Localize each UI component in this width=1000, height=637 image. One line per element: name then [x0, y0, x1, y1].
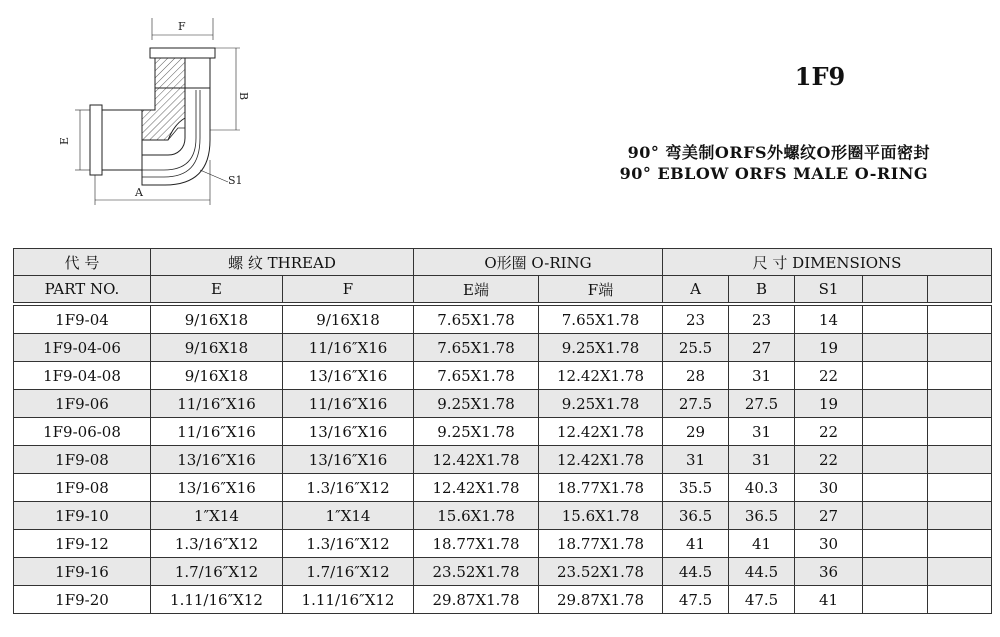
cell-thread-f: 13/16″X16 — [283, 446, 414, 474]
table-row — [14, 306, 992, 334]
cell-empty — [928, 586, 992, 614]
product-title-cn: 90° 弯美制ORFS外螺纹O形圈平面密封 — [627, 143, 930, 162]
cell-thread-e: 13/16″X16 — [151, 446, 283, 474]
header-extra-1 — [863, 276, 928, 303]
cell-dim-s1: 22 — [795, 362, 863, 390]
cell-empty — [928, 530, 992, 558]
cell-oring-f: 15.6X1.78 — [539, 502, 663, 530]
cell-dim-b: 23 — [729, 306, 795, 334]
cell-dim-a: 29 — [663, 418, 729, 446]
header-f-end: F端 — [539, 276, 663, 303]
cell-thread-f: 13/16″X16 — [283, 418, 414, 446]
cell-thread-e: 1.11/16″X12 — [151, 586, 283, 614]
cell-part-no: 1F9-04-08 — [14, 362, 151, 390]
cell-oring-e: 7.65X1.78 — [414, 306, 539, 334]
cell-oring-f: 18.77X1.78 — [539, 474, 663, 502]
cell-oring-e: 29.87X1.78 — [414, 586, 539, 614]
cell-dim-b: 47.5 — [729, 586, 795, 614]
cell-empty — [863, 446, 928, 474]
product-code: 1F9 — [794, 62, 846, 91]
cell-thread-f: 1″X14 — [283, 502, 414, 530]
cell-dim-a: 36.5 — [663, 502, 729, 530]
dim-label-e: E — [58, 136, 71, 145]
cell-part-no: 1F9-04-06 — [14, 334, 151, 362]
cell-empty — [863, 586, 928, 614]
cell-thread-e: 1.3/16″X12 — [151, 530, 283, 558]
cell-empty — [928, 306, 992, 334]
header-f: F — [283, 276, 414, 303]
cell-oring-e: 7.65X1.78 — [414, 334, 539, 362]
cell-oring-f: 18.77X1.78 — [539, 530, 663, 558]
dim-label-s1: S1 — [228, 174, 243, 187]
cell-dim-a: 31 — [663, 446, 729, 474]
cell-dim-s1: 22 — [795, 446, 863, 474]
cell-dim-a: 23 — [663, 306, 729, 334]
header-s1: S1 — [795, 276, 863, 303]
cell-dim-b: 27 — [729, 334, 795, 362]
cell-dim-b: 31 — [729, 362, 795, 390]
cell-oring-e: 12.42X1.78 — [414, 446, 539, 474]
table-header-row-1 — [14, 249, 992, 276]
cell-oring-e: 9.25X1.78 — [414, 390, 539, 418]
cell-dim-b: 36.5 — [729, 502, 795, 530]
cell-part-no: 1F9-08 — [14, 446, 151, 474]
cell-thread-f: 1.11/16″X12 — [283, 586, 414, 614]
elbow-fitting-drawing — [60, 10, 270, 210]
table-row — [14, 502, 992, 530]
cell-empty — [928, 362, 992, 390]
cell-empty — [863, 530, 928, 558]
header-e-end: E端 — [414, 276, 539, 303]
cell-empty — [863, 558, 928, 586]
cell-empty — [928, 390, 992, 418]
cell-thread-f: 9/16X18 — [283, 306, 414, 334]
cell-oring-f: 12.42X1.78 — [539, 446, 663, 474]
cell-thread-e: 11/16″X16 — [151, 418, 283, 446]
cell-dim-a: 28 — [663, 362, 729, 390]
cell-part-no: 1F9-06 — [14, 390, 151, 418]
cell-dim-s1: 22 — [795, 418, 863, 446]
cell-empty — [863, 418, 928, 446]
header-part-no: PART NO. — [14, 276, 151, 303]
table-row — [14, 334, 992, 362]
cell-oring-f: 9.25X1.78 — [539, 390, 663, 418]
cell-part-no: 1F9-06-08 — [14, 418, 151, 446]
cell-dim-b: 31 — [729, 418, 795, 446]
header-b: B — [729, 276, 795, 303]
cell-empty — [928, 418, 992, 446]
table-row — [14, 362, 992, 390]
cell-empty — [928, 558, 992, 586]
cell-dim-a: 44.5 — [663, 558, 729, 586]
dim-label-b: B — [237, 92, 250, 101]
cell-oring-f: 9.25X1.78 — [539, 334, 663, 362]
table-row — [14, 530, 992, 558]
cell-thread-e: 1.7/16″X12 — [151, 558, 283, 586]
cell-dim-b: 41 — [729, 530, 795, 558]
cell-thread-f: 11/16″X16 — [283, 390, 414, 418]
cell-empty — [928, 502, 992, 530]
header-e: E — [151, 276, 283, 303]
cell-oring-e: 23.52X1.78 — [414, 558, 539, 586]
cell-part-no: 1F9-10 — [14, 502, 151, 530]
cell-oring-f: 23.52X1.78 — [539, 558, 663, 586]
dim-label-a: A — [135, 186, 143, 199]
cell-thread-e: 11/16″X16 — [151, 390, 283, 418]
cell-part-no: 1F9-08 — [14, 474, 151, 502]
cell-oring-f: 12.42X1.78 — [539, 418, 663, 446]
table-row — [14, 586, 992, 614]
cell-oring-e: 15.6X1.78 — [414, 502, 539, 530]
cell-empty — [863, 390, 928, 418]
cell-dim-b: 40.3 — [729, 474, 795, 502]
cell-part-no: 1F9-16 — [14, 558, 151, 586]
cell-oring-e: 12.42X1.78 — [414, 474, 539, 502]
cell-thread-e: 1″X14 — [151, 502, 283, 530]
dim-label-f: F — [178, 20, 186, 33]
table-row — [14, 418, 992, 446]
cell-thread-f: 1.7/16″X12 — [283, 558, 414, 586]
cell-oring-e: 18.77X1.78 — [414, 530, 539, 558]
cell-dim-s1: 14 — [795, 306, 863, 334]
cell-dim-s1: 30 — [795, 530, 863, 558]
table-row — [14, 390, 992, 418]
table-row — [14, 558, 992, 586]
cell-empty — [863, 362, 928, 390]
cell-oring-e: 7.65X1.78 — [414, 362, 539, 390]
cell-oring-f: 7.65X1.78 — [539, 306, 663, 334]
cell-part-no: 1F9-12 — [14, 530, 151, 558]
cell-empty — [863, 474, 928, 502]
header-dimensions: 尺 寸 DIMENSIONS — [663, 249, 992, 276]
cell-dim-b: 31 — [729, 446, 795, 474]
table-row — [14, 474, 992, 502]
cell-part-no: 1F9-04 — [14, 306, 151, 334]
cell-dim-a: 25.5 — [663, 334, 729, 362]
cell-thread-e: 9/16X18 — [151, 306, 283, 334]
cell-thread-f: 13/16″X16 — [283, 362, 414, 390]
cell-oring-f: 12.42X1.78 — [539, 362, 663, 390]
cell-dim-a: 27.5 — [663, 390, 729, 418]
header-extra-2 — [928, 276, 992, 303]
cell-dim-s1: 30 — [795, 474, 863, 502]
cell-dim-a: 41 — [663, 530, 729, 558]
cell-part-no: 1F9-20 — [14, 586, 151, 614]
cell-dim-s1: 19 — [795, 334, 863, 362]
cell-dim-a: 47.5 — [663, 586, 729, 614]
cell-dim-a: 35.5 — [663, 474, 729, 502]
cell-thread-f: 1.3/16″X12 — [283, 474, 414, 502]
header-a: A — [663, 276, 729, 303]
cell-oring-e: 9.25X1.78 — [414, 418, 539, 446]
header-thread: 螺 纹 THREAD — [151, 249, 414, 276]
cell-thread-e: 13/16″X16 — [151, 474, 283, 502]
cell-empty — [928, 446, 992, 474]
cell-dim-s1: 27 — [795, 502, 863, 530]
cell-empty — [863, 306, 928, 334]
cell-empty — [928, 334, 992, 362]
table-header-row-2 — [14, 276, 992, 303]
cell-dim-b: 27.5 — [729, 390, 795, 418]
header-code-cn: 代 号 — [14, 249, 151, 276]
spec-table — [13, 248, 992, 614]
table-row — [14, 446, 992, 474]
product-title-en: 90° EBLOW ORFS MALE O-RING — [619, 164, 928, 183]
cell-thread-f: 1.3/16″X12 — [283, 530, 414, 558]
cell-empty — [928, 474, 992, 502]
cell-empty — [863, 334, 928, 362]
cell-thread-e: 9/16X18 — [151, 362, 283, 390]
cell-thread-f: 11/16″X16 — [283, 334, 414, 362]
header-oring: O形圈 O-RING — [414, 249, 663, 276]
cell-empty — [863, 502, 928, 530]
cell-dim-b: 44.5 — [729, 558, 795, 586]
cell-oring-f: 29.87X1.78 — [539, 586, 663, 614]
cell-dim-s1: 19 — [795, 390, 863, 418]
cell-dim-s1: 41 — [795, 586, 863, 614]
cell-dim-s1: 36 — [795, 558, 863, 586]
cell-thread-e: 9/16X18 — [151, 334, 283, 362]
